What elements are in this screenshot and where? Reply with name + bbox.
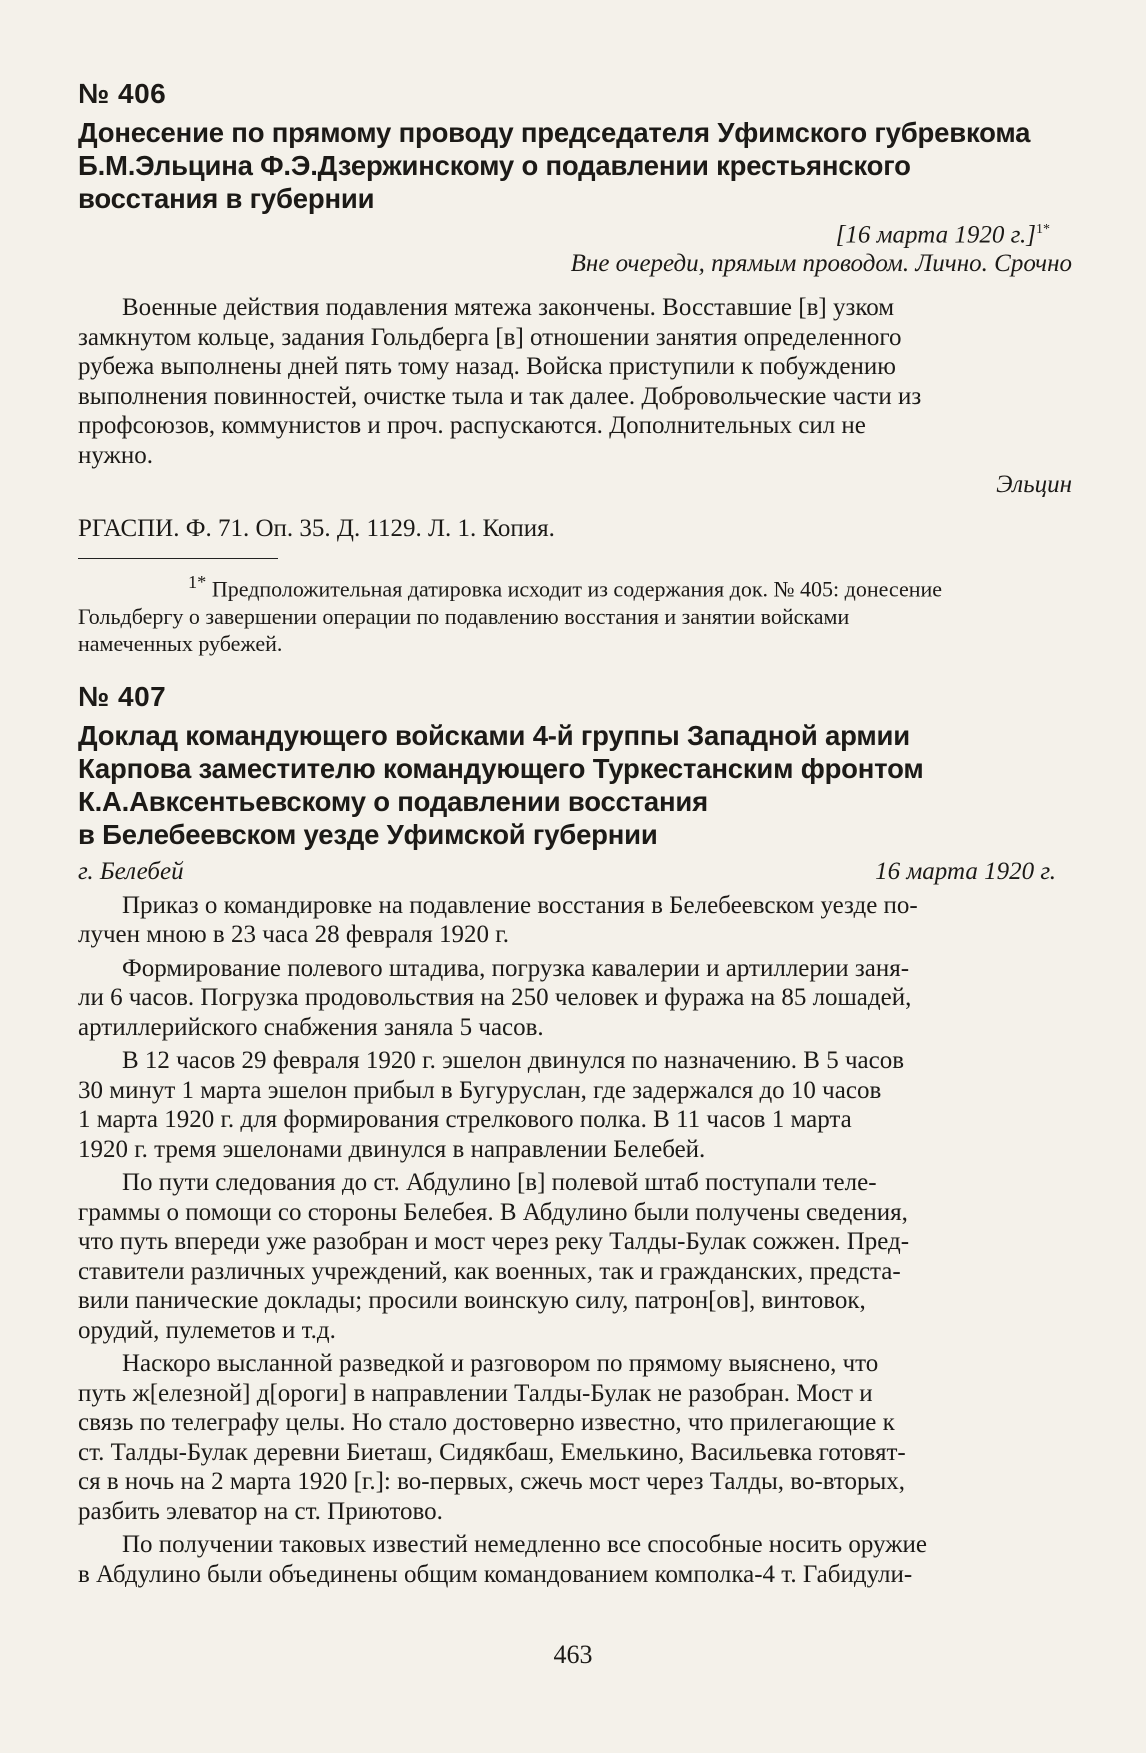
body-line: ли 6 часов. Погрузка продовольствия на 250 человек и фуража на 85 лошадей,	[78, 984, 912, 1012]
doc406-number: № 406	[78, 78, 167, 109]
doc407-date: 16 марта 1920 г.	[875, 857, 1056, 885]
doc406-title-line: восстания в губернии	[78, 183, 375, 214]
body-line: рубежа выполнены дней пять тому назад. Войска приступили к побуждению	[78, 353, 896, 381]
body-line: лучен мною в 23 часа 28 февраля 1920 г.	[78, 921, 509, 949]
doc406-archive-reference: РГАСПИ. Ф. 71. Оп. 35. Д. 1129. Л. 1. Копия.	[78, 515, 555, 543]
footnote-text: Предположительная датировка исходит из содержания док. № 405: донесение	[206, 576, 943, 602]
body-line: По получении таковых известий немедленно все способные носить оружие	[122, 1531, 927, 1559]
footnote-line: намеченных рубежей.	[78, 630, 283, 656]
body-line: ся в ночь на 2 марта 1920 [г.]: во-первых, сжечь мост через Талды, во-вторых,	[78, 1468, 906, 1496]
body-line: нужно.	[78, 441, 153, 469]
body-line: Военные действия подавления мятежа закончены. Восставшие [в] узком	[122, 294, 895, 322]
page-number: 463	[553, 1640, 593, 1669]
body-line: выполнения повинностей, очистке тыла и так далее. Добровольческие части из	[78, 382, 922, 410]
paragraph	[78, 891, 1072, 950]
body-line: профсоюзов, коммунистов и проч. распускаются. Дополнительных сил не	[78, 412, 866, 440]
doc407-place: г. Белебей	[78, 857, 184, 885]
doc406-date-footnote-mark: 1*	[1036, 222, 1050, 237]
doc407-title-line: Карпова заместителю командующего Туркестанским фронтом	[78, 752, 924, 784]
body-line: артиллерийского снабжения заняла 5 часов.	[78, 1013, 544, 1041]
body-line: Наскоро высланной разведкой и разговором по прямому выяснено, что	[122, 1350, 879, 1378]
doc406-routing: Вне очереди, прямым проводом. Лично. Срочно	[570, 250, 1072, 278]
paragraph	[78, 1349, 1072, 1526]
doc407-number: № 407	[78, 680, 167, 712]
doc406-title-line: Донесение по прямому проводу председателя Уфимского губревкома	[78, 117, 1031, 148]
body-line: В 12 часов 29 февраля 1920 г. эшелон двинулся по назначению. В 5 часов	[122, 1047, 905, 1075]
body-line: связь по телеграфу целы. Но стало достоверно известно, что прилегающие к	[78, 1409, 895, 1437]
doc406-footnote	[78, 569, 1072, 656]
body-line: путь ж[елезной] д[ороги] в направлении Талды-Булак не разобран. Мост и	[78, 1379, 873, 1407]
footnote-line: Гольдбергу о завершении операции по подавлению восстания и занятии войсками	[78, 603, 850, 629]
body-line: что путь впереди уже разобран и мост через реку Талды-Булак сожжен. Пред-	[78, 1228, 910, 1256]
body-line: 1 марта 1920 г. для формирования стрелкового полка. В 11 часов 1 марта	[78, 1106, 852, 1134]
doc407-section	[78, 681, 1072, 1590]
body-line: вили панические доклады; просили воинскую силу, патрон[ов], винтовок,	[78, 1287, 866, 1315]
body-line: ставители различных учреждений, как военных, так и гражданских, предста-	[78, 1257, 901, 1285]
body-line: Формирование полевого штадива, погрузка кавалерии и артиллерии заня-	[122, 954, 910, 982]
footnote-line	[78, 569, 1072, 602]
body-line: По пути следования до ст. Абдулино [в] полевой штаб поступали теле-	[122, 1169, 877, 1197]
doc407-title-line: К.А.Авксентьевскому о подавлении восстания	[78, 785, 708, 817]
doc407-title-line: в Белебеевском уезде Уфимской губернии	[78, 818, 658, 850]
doc406-date	[78, 215, 1072, 249]
paragraph	[78, 954, 1072, 1043]
footnote-mark: 1*	[188, 572, 207, 593]
doc406-title-line: Б.М.Эльцина Ф.Э.Дзержинскому о подавлении крестьянского	[78, 150, 911, 181]
doc407-body	[78, 891, 1072, 1590]
doc407-title-line: Доклад командующего войсками 4-й группы Западной армии	[78, 719, 910, 751]
doc407-place-date	[78, 857, 1072, 887]
doc406-title	[78, 116, 1072, 215]
body-line: Приказ о командировке на подавление восстания в Белебеевском уезде по-	[122, 891, 918, 919]
document-page	[78, 78, 1072, 1593]
body-line: разбить элеватор на ст. Приютово.	[78, 1497, 443, 1525]
doc406-signature: Эльцин	[996, 471, 1072, 499]
doc407-title	[78, 719, 1072, 851]
body-line: замкнутом кольце, задания Гольдберга [в] отношении занятия определенного	[78, 323, 902, 351]
body-line: граммы о помощи со стороны Белебея. В Абдулино были получены сведения,	[78, 1198, 908, 1226]
paragraph	[78, 1168, 1072, 1345]
paragraph	[78, 1530, 1072, 1589]
body-line: 1920 г. тремя эшелонами двинулся в направлении Белебей.	[78, 1135, 706, 1163]
footnote-divider	[78, 558, 278, 559]
paragraph	[78, 1046, 1072, 1164]
body-line: ст. Талды-Булак деревни Биеташ, Сидякбаш, Емелькино, Васильевка готовят-	[78, 1438, 906, 1466]
doc406-date-text: [16 марта 1920 г.]	[835, 221, 1036, 249]
body-line: орудий, пулеметов и т.д.	[78, 1316, 336, 1344]
body-line: в Абдулино были объединены общим командованием комполка-4 т. Габидули-	[78, 1560, 913, 1588]
body-line: 30 минут 1 марта эшелон прибыл в Бугуруслан, где задержался до 10 часов	[78, 1076, 882, 1104]
doc406-body	[78, 293, 1072, 470]
doc406-section	[78, 78, 1072, 657]
